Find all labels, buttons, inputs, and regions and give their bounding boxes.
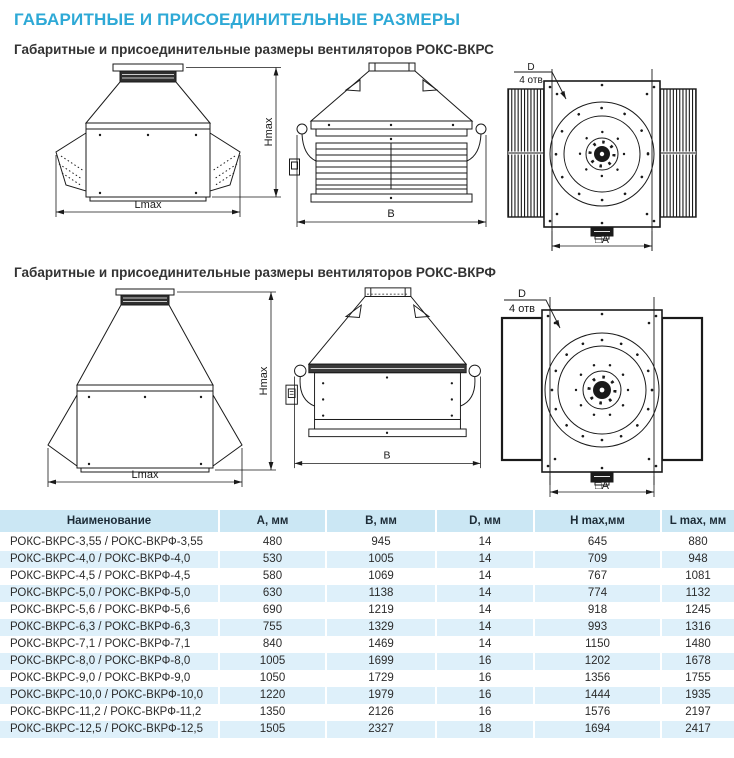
cell-name: РОКС-ВКРС-11,2 / РОКС-ВКРФ-11,2 — [10, 706, 202, 718]
page-title: ГАБАРИТНЫЕ И ПРИСОЕДИНИТЕЛЬНЫЕ РАЗМЕРЫ — [14, 10, 461, 29]
cell-d: 14 — [435, 636, 533, 653]
cell-l: 2197 — [660, 704, 734, 721]
table-row — [0, 585, 734, 602]
cell-l: 1132 — [660, 585, 734, 602]
cell-name: РОКС-ВКРС-6,3 / РОКС-ВКРФ-6,3 — [10, 621, 191, 633]
cell-b: 1219 — [325, 602, 435, 619]
cell-a: 690 — [218, 602, 325, 619]
cell-name: РОКС-ВКРС-3,55 / РОКС-ВКРФ-3,55 — [10, 536, 204, 548]
cell-name: РОКС-ВКРС-5,0 / РОКС-ВКРФ-5,0 — [10, 587, 191, 599]
cell-d: 16 — [435, 704, 533, 721]
col-header-hmax: Н max,мм — [533, 510, 660, 534]
cell-l: 1081 — [660, 568, 734, 585]
vkrf-b-label: B — [383, 450, 391, 462]
cell-d: 16 — [435, 670, 533, 687]
cell-l: 1245 — [660, 602, 734, 619]
col-header-b: В, мм — [325, 510, 435, 534]
cell-name: РОКС-ВКРС-8,0 / РОКС-ВКРФ-8,0 — [10, 655, 191, 667]
vkrs-drawings-row — [0, 59, 734, 257]
cell-d: 14 — [435, 534, 533, 551]
table-row — [0, 704, 734, 721]
table-row — [0, 568, 734, 585]
vkrs-d-label: D — [527, 62, 535, 73]
table-row — [0, 636, 734, 653]
cell-l: 2417 — [660, 721, 734, 738]
cell-h: 1356 — [533, 670, 660, 687]
cell-a: 840 — [218, 636, 325, 653]
vkrs-holes-label: 4 отв — [519, 75, 543, 86]
cell-b: 945 — [325, 534, 435, 551]
section-vkrs-subtitle: Габаритные и присоединительные размеры вентиляторов РОКС-ВКРС — [14, 42, 494, 57]
cell-name: РОКС-ВКРС-12,5 / РОКС-ВКРФ-12,5 — [10, 723, 204, 735]
cell-h: 1576 — [533, 704, 660, 721]
vkrs-lmax-label: Lmax — [134, 199, 162, 211]
table-row — [0, 721, 734, 738]
table-row — [0, 653, 734, 670]
cell-h: 1444 — [533, 687, 660, 704]
table-header-row — [0, 510, 734, 534]
cell-d: 18 — [435, 721, 533, 738]
cell-d: 14 — [435, 619, 533, 636]
vkrf-holes-label: 4 отв — [509, 303, 535, 315]
table-row — [0, 534, 734, 551]
cell-b: 2327 — [325, 721, 435, 738]
cell-h: 1150 — [533, 636, 660, 653]
vkrf-d-label: D — [518, 288, 526, 300]
cell-b: 1138 — [325, 585, 435, 602]
cell-h: 709 — [533, 551, 660, 568]
table-row — [0, 602, 734, 619]
cell-l: 1935 — [660, 687, 734, 704]
section-vkrf-subtitle: Габаритные и присоединительные размеры вентиляторов РОКС-ВКРФ — [14, 265, 496, 280]
cell-d: 14 — [435, 602, 533, 619]
cell-d: 14 — [435, 551, 533, 568]
table-row — [0, 687, 734, 704]
vkrf-square-a-label: □A — [595, 480, 609, 492]
cell-l: 1316 — [660, 619, 734, 636]
cell-b: 1005 — [325, 551, 435, 568]
cell-name: РОКС-ВКРС-5,6 / РОКС-ВКРФ-5,6 — [10, 604, 191, 616]
cell-b: 1329 — [325, 619, 435, 636]
col-header-d: D, мм — [435, 510, 533, 534]
catalog-page — [0, 10, 734, 758]
cell-b: 1979 — [325, 687, 435, 704]
vkrs-square-a-label: □A — [595, 234, 609, 246]
cell-a: 630 — [218, 585, 325, 602]
vkrf-hmax-label: Hmax — [258, 366, 270, 396]
vkrs-hmax-label: Hmax — [263, 117, 275, 147]
cell-a: 1350 — [218, 704, 325, 721]
cell-name: РОКС-ВКРС-7,1 / РОКС-ВКРФ-7,1 — [10, 638, 191, 650]
cell-a: 1220 — [218, 687, 325, 704]
dimensions-table — [0, 510, 734, 738]
cell-a: 1050 — [218, 670, 325, 687]
cell-a: 480 — [218, 534, 325, 551]
cell-l: 948 — [660, 551, 734, 568]
vkrf-lmax-label: Lmax — [131, 469, 159, 481]
vkrs-side-view-drawing — [289, 59, 494, 257]
cell-h: 645 — [533, 534, 660, 551]
cell-h: 767 — [533, 568, 660, 585]
cell-b: 1729 — [325, 670, 435, 687]
cell-h: 918 — [533, 602, 660, 619]
vkrf-top-view-drawing — [490, 284, 734, 502]
cell-l: 880 — [660, 534, 734, 551]
cell-d: 14 — [435, 585, 533, 602]
cell-d: 16 — [435, 653, 533, 670]
cell-a: 755 — [218, 619, 325, 636]
cell-b: 2126 — [325, 704, 435, 721]
vkrf-front-view-drawing — [0, 284, 285, 502]
cell-h: 993 — [533, 619, 660, 636]
cell-name: РОКС-ВКРС-10,0 / РОКС-ВКРФ-10,0 — [10, 689, 204, 701]
cell-a: 580 — [218, 568, 325, 585]
cell-h: 1202 — [533, 653, 660, 670]
cell-b: 1469 — [325, 636, 435, 653]
cell-l: 1678 — [660, 653, 734, 670]
vkrs-front-view-drawing — [4, 59, 289, 257]
vkrf-side-view-drawing — [285, 284, 490, 492]
cell-d: 14 — [435, 568, 533, 585]
cell-h: 1694 — [533, 721, 660, 738]
cell-l: 1480 — [660, 636, 734, 653]
cell-b: 1699 — [325, 653, 435, 670]
cell-h: 774 — [533, 585, 660, 602]
cell-a: 530 — [218, 551, 325, 568]
vkrf-drawings-row — [0, 284, 734, 502]
col-header-a: А, мм — [218, 510, 325, 534]
col-header-lmax: L max, мм — [660, 510, 734, 534]
cell-d: 16 — [435, 687, 533, 704]
table-row — [0, 619, 734, 636]
cell-b: 1069 — [325, 568, 435, 585]
cell-name: РОКС-ВКРС-9,0 / РОКС-ВКРФ-9,0 — [10, 672, 191, 684]
vkrs-b-label: B — [387, 208, 395, 220]
cell-name: РОКС-ВКРС-4,0 / РОКС-ВКРФ-4,0 — [10, 553, 191, 565]
cell-l: 1755 — [660, 670, 734, 687]
table-row — [0, 551, 734, 568]
table-row — [0, 670, 734, 687]
cell-a: 1005 — [218, 653, 325, 670]
vkrs-top-view-drawing — [494, 59, 734, 257]
cell-a: 1505 — [218, 721, 325, 738]
col-header-name: Наименование — [0, 510, 218, 534]
cell-name: РОКС-ВКРС-4,5 / РОКС-ВКРФ-4,5 — [10, 570, 191, 582]
